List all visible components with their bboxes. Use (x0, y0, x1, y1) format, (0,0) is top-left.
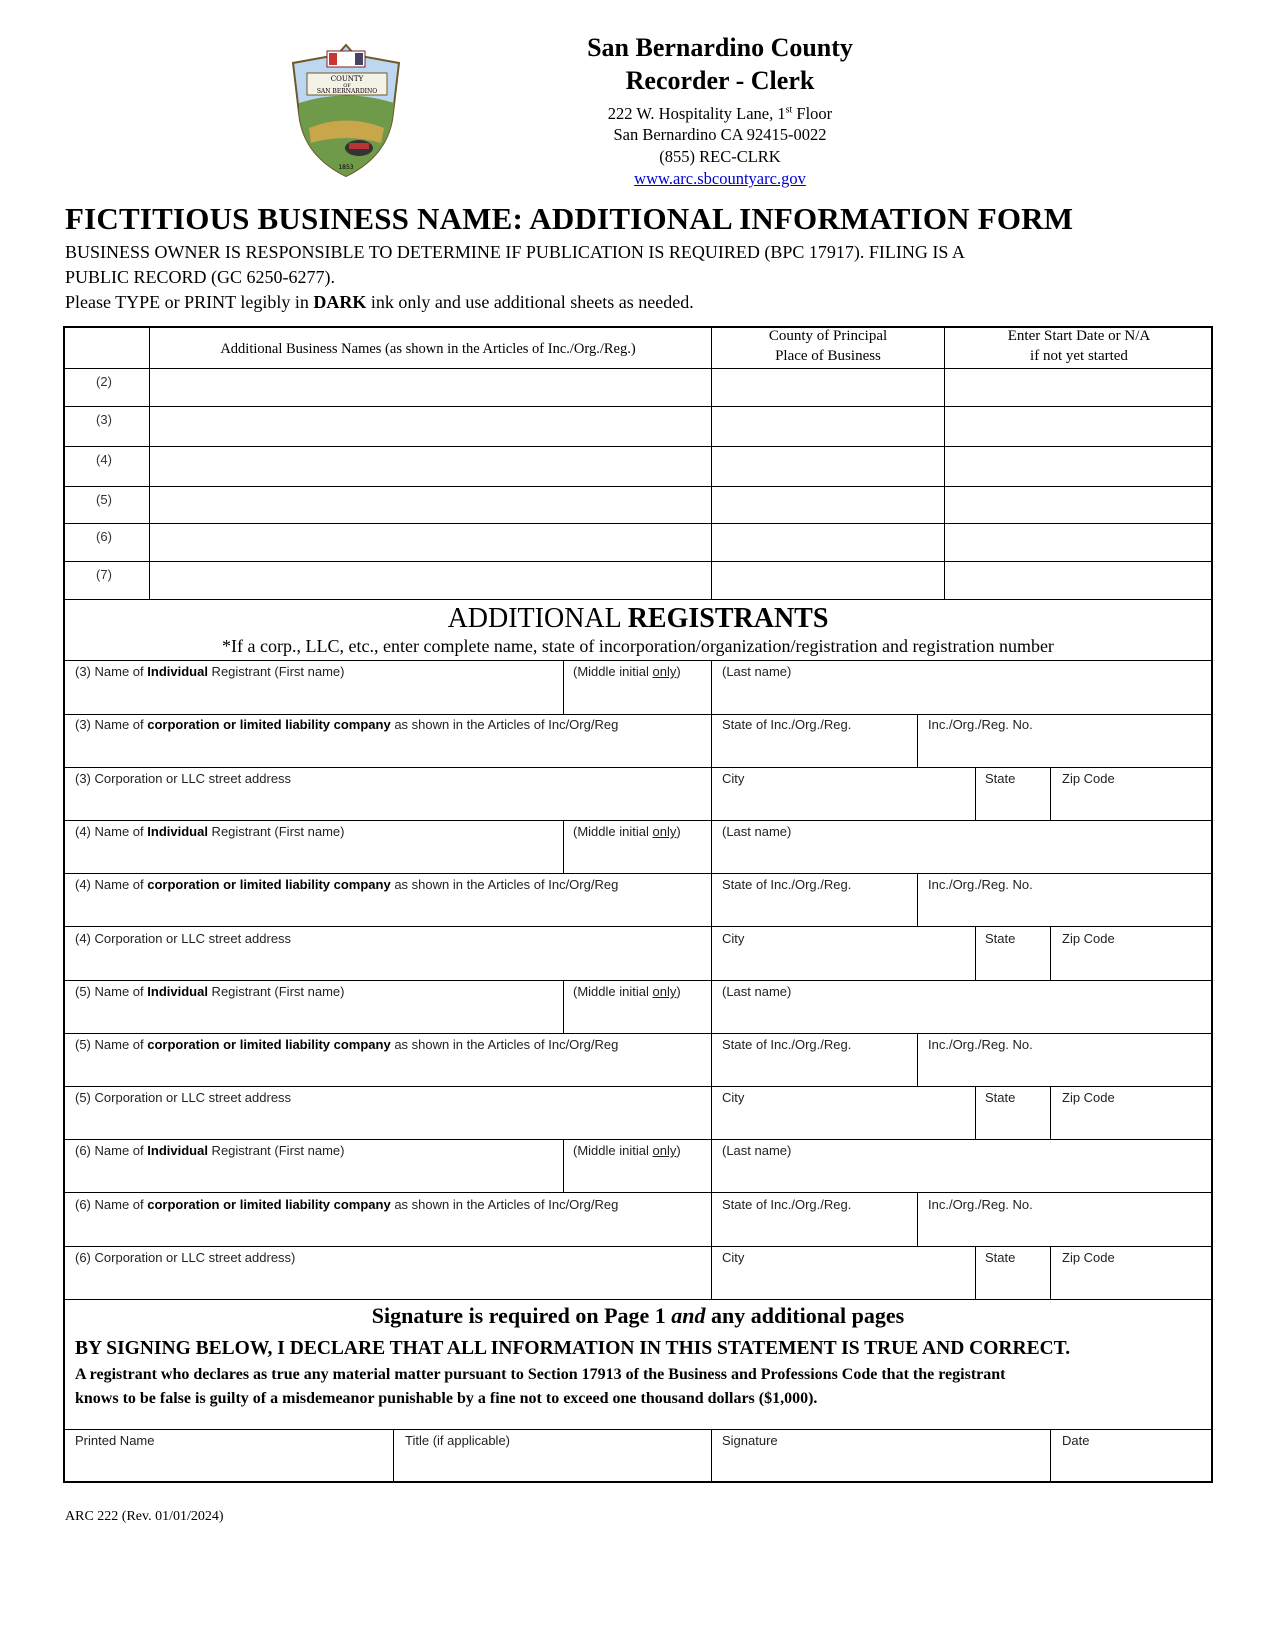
reg5-zip-field[interactable] (1052, 1088, 1212, 1138)
reg6-inc-no-field[interactable] (919, 1194, 1212, 1245)
reg3-city-label: City (722, 771, 745, 786)
reg5-state-field[interactable] (977, 1088, 1049, 1138)
business-row-num: (5) (96, 492, 112, 507)
reg3-last-name-label: (Last name) (722, 664, 792, 679)
reg5-street-label: (5) Corporation or LLC street address (75, 1090, 292, 1105)
reg4-street-field[interactable] (65, 928, 710, 979)
reg5-street-field[interactable] (65, 1088, 710, 1138)
reg5-last-name-label: (Last name) (722, 984, 792, 999)
reg4-inc-no-label: Inc./Org./Reg. No. (928, 877, 1033, 892)
start-date-field[interactable] (946, 563, 1212, 598)
reg6-corp-name-field[interactable] (65, 1194, 710, 1245)
reg5-corp-name-field[interactable] (65, 1035, 710, 1085)
reg4-last-name-field[interactable] (713, 822, 1212, 872)
county-field[interactable] (713, 488, 943, 522)
reg3-zip-label: Zip Code (1062, 771, 1115, 786)
intro-line-3: Please TYPE or PRINT legibly in DARK ink only and use additional sheets as needed. (65, 292, 694, 312)
seal-text-of: OF (343, 83, 351, 89)
seal-text-county: COUNTY (330, 75, 364, 83)
reg3-state-inc-field[interactable] (713, 716, 916, 766)
reg6-individual-first-label: (6) Name of Individual Registrant (First name) (75, 1143, 345, 1158)
form-title: FICTITIOUS BUSINESS NAME: ADDITIONAL INFORMATION FORM (65, 201, 1074, 236)
printed-name-field[interactable] (65, 1431, 392, 1481)
reg5-zip-label: Zip Code (1062, 1090, 1115, 1105)
reg4-zip-label: Zip Code (1062, 931, 1115, 946)
business-name-field[interactable] (151, 525, 710, 560)
agency-department: Recorder - Clerk (625, 66, 815, 95)
county-field[interactable] (713, 525, 943, 560)
reg5-first-name-field[interactable] (65, 982, 562, 1032)
seal-text-name: SAN BERNARDINO (316, 88, 378, 95)
reg4-first-name-field[interactable] (65, 822, 562, 872)
reg3-state-inc-label: State of Inc./Org./Reg. (722, 717, 852, 732)
reg3-city-field[interactable] (713, 769, 974, 819)
registrants-subtitle: *If a corp., LLC, etc., enter complete name, state of incorporation/organization/registration and registration number (222, 636, 1054, 656)
reg6-street-field[interactable] (65, 1248, 710, 1298)
business-name-field[interactable] (151, 448, 710, 485)
date-field[interactable] (1052, 1431, 1212, 1481)
business-row-num: (2) (96, 374, 112, 389)
business-name-field[interactable] (151, 408, 710, 445)
reg4-state-inc-label: State of Inc./Org./Reg. (722, 877, 852, 892)
reg6-middle-initial-label: (Middle initial only) (573, 1143, 681, 1158)
reg6-state-field[interactable] (977, 1248, 1049, 1298)
agency-phone: (855) REC-CLRK (659, 147, 781, 166)
reg4-middle-initial-field[interactable] (565, 822, 710, 872)
reg6-state-label: State (985, 1250, 1016, 1265)
reg4-corp-name-field[interactable] (65, 875, 710, 925)
signature-label: Signature (722, 1433, 778, 1448)
reg4-corp-name-label: (4) Name of corporation or limited liability company as shown in the Articles of Inc/Org/Reg (75, 877, 619, 892)
col-header-county: County of Principal Place of Business (768, 328, 888, 364)
reg3-corp-name-label: (3) Name of corporation or limited liability company as shown in the Articles of Inc/Org/Reg (75, 717, 619, 732)
agency-name: San Bernardino County (587, 33, 853, 62)
county-field[interactable] (713, 370, 943, 405)
form-id: ARC 222 (Rev. 01/01/2024) (65, 1509, 224, 1524)
agency-website-link[interactable]: www.arc.sbcountyarc.gov (634, 169, 806, 188)
title-label: Title (if applicable) (405, 1433, 511, 1448)
agency-address-line2: San Bernardino CA 92415-0022 (613, 125, 827, 144)
reg6-last-name-label: (Last name) (722, 1143, 792, 1158)
reg5-city-label: City (722, 1090, 745, 1105)
reg3-state-field[interactable] (977, 769, 1049, 819)
start-date-field[interactable] (946, 370, 1212, 405)
reg5-last-name-field[interactable] (713, 982, 1212, 1032)
start-date-field[interactable] (946, 488, 1212, 522)
business-name-field[interactable] (151, 563, 710, 598)
reg3-state-label: State (985, 771, 1016, 786)
col-header-start-date: Enter Start Date or N/A if not yet started (1007, 328, 1151, 364)
reg3-street-field[interactable] (65, 769, 710, 819)
reg6-zip-field[interactable] (1052, 1248, 1212, 1298)
reg4-inc-no-field[interactable] (919, 875, 1212, 925)
reg4-state-inc-field[interactable] (713, 875, 916, 925)
reg4-zip-field[interactable] (1052, 928, 1212, 979)
reg6-street-label: (6) Corporation or LLC street address) (75, 1250, 296, 1265)
col-header-business-names: Additional Business Names (as shown in the Articles of Inc./Org./Reg.) (220, 341, 636, 357)
reg6-zip-label: Zip Code (1062, 1250, 1115, 1265)
reg3-last-name-field[interactable] (713, 662, 1212, 713)
reg3-inc-no-label: Inc./Org./Reg. No. (928, 717, 1033, 732)
start-date-field[interactable] (946, 408, 1212, 445)
business-row-num: (6) (96, 529, 112, 544)
start-date-field[interactable] (946, 448, 1212, 485)
county-field[interactable] (713, 408, 943, 445)
intro-line-2: PUBLIC RECORD (GC 6250-6277). (65, 267, 336, 287)
title-field[interactable] (395, 1431, 710, 1481)
business-row-num: (7) (96, 567, 112, 582)
reg4-city-field[interactable] (713, 928, 974, 979)
reg6-last-name-field[interactable] (713, 1141, 1212, 1191)
reg3-first-name-field[interactable] (65, 662, 562, 713)
reg4-individual-first-label: (4) Name of Individual Registrant (First name) (75, 824, 345, 839)
reg5-state-label: State (985, 1090, 1016, 1105)
reg5-inc-no-field[interactable] (919, 1035, 1212, 1085)
reg3-street-label: (3) Corporation or LLC street address (75, 771, 292, 786)
perjury-notice: A registrant who declares as true any material matter pursuant to Section 17913 of the Business and Professions Code that the registrant knows to be false is guilty of a misdemeanor punishable by a fine not to exceed one thousand dollars ($1,000). (75, 1366, 1006, 1407)
reg6-state-inc-field[interactable] (713, 1194, 916, 1245)
reg4-state-field[interactable] (977, 928, 1049, 979)
county-seal (289, 43, 404, 178)
reg4-last-name-label: (Last name) (722, 824, 792, 839)
business-name-field[interactable] (151, 370, 710, 405)
signature-field[interactable] (713, 1431, 1049, 1481)
reg5-middle-initial-field[interactable] (565, 982, 710, 1032)
reg5-state-inc-field[interactable] (713, 1035, 916, 1085)
reg6-first-name-field[interactable] (65, 1141, 562, 1191)
intro-line-1: BUSINESS OWNER IS RESPONSIBLE TO DETERMINE IF PUBLICATION IS REQUIRED (BPC 17917). FILING IS A (65, 242, 965, 262)
reg5-individual-first-label: (5) Name of Individual Registrant (First name) (75, 984, 345, 999)
printed-name-label: Printed Name (75, 1433, 155, 1448)
reg4-state-label: State (985, 931, 1016, 946)
business-name-field[interactable] (151, 488, 710, 522)
reg6-inc-no-label: Inc./Org./Reg. No. (928, 1197, 1033, 1212)
reg6-state-inc-label: State of Inc./Org./Reg. (722, 1197, 852, 1212)
reg5-city-field[interactable] (713, 1088, 974, 1138)
reg5-inc-no-label: Inc./Org./Reg. No. (928, 1037, 1033, 1052)
reg3-middle-initial-field[interactable] (565, 662, 710, 713)
reg3-zip-field[interactable] (1052, 769, 1212, 819)
reg6-corp-name-label: (6) Name of corporation or limited liability company as shown in the Articles of Inc/Org/Reg (75, 1197, 619, 1212)
reg3-inc-no-field[interactable] (919, 716, 1212, 766)
county-field[interactable] (713, 563, 943, 598)
reg5-state-inc-label: State of Inc./Org./Reg. (722, 1037, 852, 1052)
reg5-middle-initial-label: (Middle initial only) (573, 984, 681, 999)
reg3-corp-name-field[interactable] (65, 716, 710, 766)
reg4-street-label: (4) Corporation or LLC street address (75, 931, 292, 946)
reg4-city-label: City (722, 931, 745, 946)
business-row-num: (4) (96, 452, 112, 467)
reg6-middle-initial-field[interactable] (565, 1141, 710, 1191)
reg6-city-field[interactable] (713, 1248, 974, 1298)
reg3-individual-first-label: (3) Name of Individual Registrant (First name) (75, 664, 345, 679)
reg6-city-label: City (722, 1250, 745, 1265)
declaration: BY SIGNING BELOW, I DECLARE THAT ALL INFORMATION IN THIS STATEMENT IS TRUE AND CORRECT. (75, 1338, 1071, 1359)
reg5-corp-name-label: (5) Name of corporation or limited liability company as shown in the Articles of Inc/Org/Reg (75, 1037, 619, 1052)
registrants-title: ADDITIONAL REGISTRANTS (447, 603, 829, 634)
county-field[interactable] (713, 448, 943, 485)
seal-year: 1853 (338, 164, 354, 171)
agency-address-line1: 222 W. Hospitality Lane, 1st Floor (607, 104, 833, 123)
business-row-num: (3) (96, 412, 112, 427)
start-date-field[interactable] (946, 525, 1212, 560)
reg3-middle-initial-label: (Middle initial only) (573, 664, 681, 679)
date-label: Date (1062, 1433, 1090, 1448)
signature-required-notice: Signature is required on Page 1 and any additional pages (371, 1303, 905, 1328)
reg4-middle-initial-label: (Middle initial only) (573, 824, 681, 839)
